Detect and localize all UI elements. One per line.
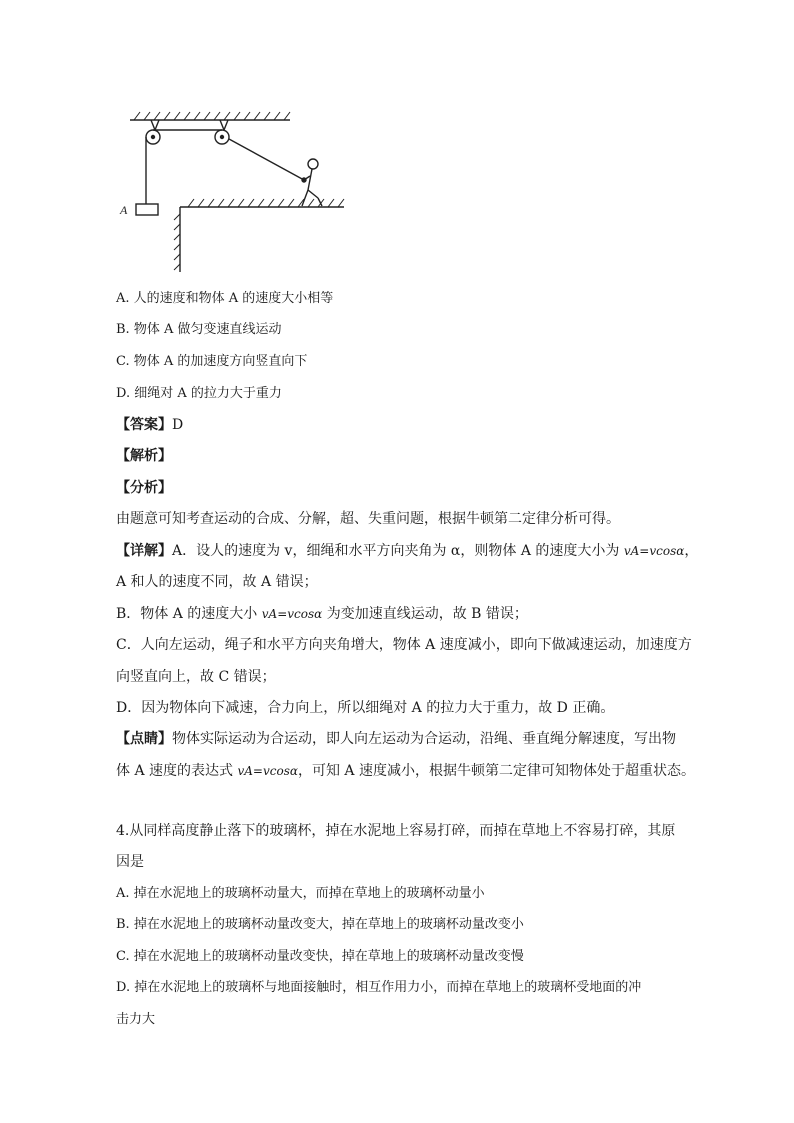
answer-label: 【答案】: [116, 417, 172, 433]
dianjing-label: 【点睛】: [116, 731, 172, 747]
ceiling-hatch: [134, 112, 290, 120]
fenxi-label: 【分析】: [116, 480, 172, 496]
dianjing-post: ，可知 A 速度减小，根据牛顿第二定律可知物体处于超重状态。: [297, 763, 695, 779]
q4-option-c: C. 掉在水泥地上的玻璃杯动量改变快，掉在草地上的玻璃杯动量改变慢: [116, 949, 524, 964]
formula: vA=vcosα: [623, 544, 685, 558]
detail-a-line1: [116, 542, 698, 560]
block-a: [136, 204, 158, 215]
analysis-label: 【解析】: [116, 448, 172, 464]
dianjing-pre: 体 A 速度的表达式: [116, 763, 238, 779]
answer-value: D: [172, 417, 184, 433]
answer-line: [116, 416, 183, 434]
detail-label: 【详解】: [116, 543, 172, 559]
formula: vA=vcosα: [237, 764, 298, 778]
q3-option-d: D. 细绳对 A 的拉力大于重力: [116, 386, 282, 401]
detail-c-line1: C．人向左运动，绳子和水平方向夹角增大，物体 A 速度减小，即向下做减速运动，加速度方: [116, 637, 692, 653]
detail-b-line: [116, 605, 528, 623]
q3-option-b: B. 物体 A 做匀变速直线运动: [116, 322, 282, 337]
q4-stem-line1: 4.从同样高度静止落下的玻璃杯，掉在水泥地上容易打碎，而掉在草地上不容易打碎，其原: [116, 823, 676, 839]
q4-option-d-cont: 击力大: [116, 1012, 156, 1027]
detail-d-line: D．因为物体向下减速，合力向上，所以细绳对 A 的拉力大于重力，故 D 正确。: [116, 700, 615, 716]
detail-a-line2: A 和人的速度不同，故 A 错误；: [116, 574, 318, 590]
dianjing-line1: [116, 730, 676, 748]
q3-option-a: A. 人的速度和物体 A 的速度大小相等: [116, 291, 334, 306]
dianjing-text: 物体实际运动为合运动，即人向左运动为合运动，沿绳、垂直绳分解速度，写出物: [172, 731, 676, 747]
q3-option-c: C. 物体 A 的加速度方向竖直向下: [116, 354, 308, 369]
label-a: A: [120, 203, 128, 217]
detail-c-line2: 向竖直向上，故 C 错误；: [116, 669, 276, 685]
fenxi-text: 由题意可知考查运动的合成、分解，超、失重问题，根据牛顿第二定律分析可得。: [116, 511, 620, 527]
pulley-diagram: [118, 108, 350, 278]
detail-b-pre: B．物体 A 的速度大小: [116, 606, 262, 622]
q4-stem-line2: 因是: [116, 854, 144, 870]
detail-a-end: ，: [684, 543, 699, 559]
rope-to-person: [229, 139, 304, 180]
q4-option-d: D. 掉在水泥地上的玻璃杯与地面接触时，相互作用力小，而掉在草地上的玻璃杯受地面的冲: [116, 980, 642, 995]
detail-a-text: A．设人的速度为 v，细绳和水平方向夹角为 α，则物体 A 的速度大小为: [172, 543, 624, 559]
dianjing-line2: [116, 762, 695, 780]
q4-option-a: A. 掉在水泥地上的玻璃杯动量大，而掉在草地上的玻璃杯动量小: [116, 886, 485, 901]
formula: vA=vcosα: [261, 607, 323, 621]
detail-b-post: 为变加速直线运动，故 B 错误；: [322, 606, 528, 622]
wall-hatch: [174, 214, 180, 270]
q4-option-b: B. 掉在水泥地上的玻璃杯动量改变大，掉在草地上的玻璃杯动量改变小: [116, 917, 524, 932]
